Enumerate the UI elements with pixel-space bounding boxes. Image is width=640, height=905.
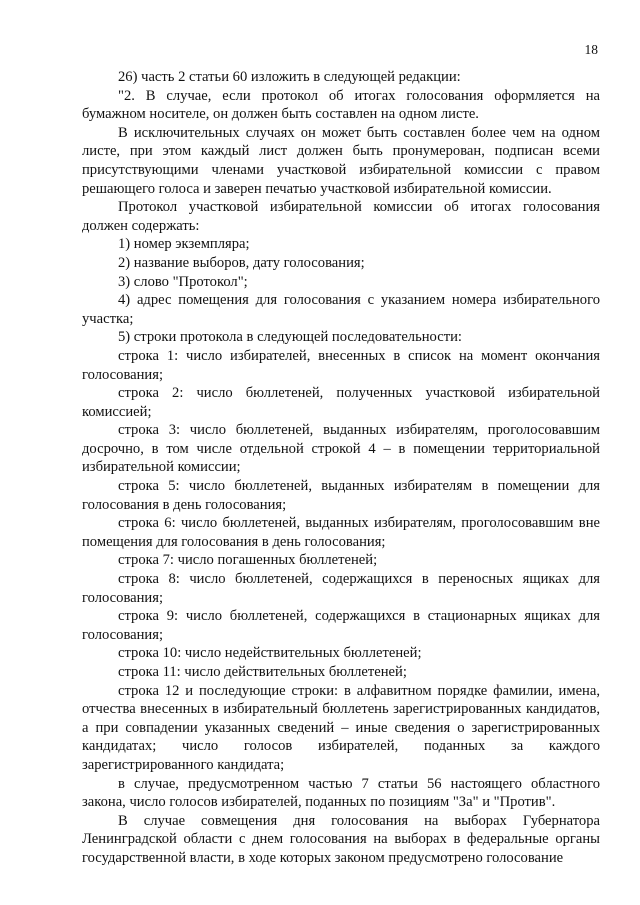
paragraph-exceptional-cases: В исключительных случаях он может быть составлен более чем на одном листе, при этом каждый лист должен быть пронумерован, подписан всеми присутствующими членами участковой избирательной комиссии с правом решающего голоса и заверен печатью участковой избирательной комиссии. [82, 124, 600, 197]
list-item-1: 1) номер экземпляра; [118, 236, 250, 253]
protocol-line-10: строка 10: число недействительных бюллетеней; [118, 645, 422, 662]
protocol-line-3: строка 3: число бюллетеней, выданных избирателям, проголосовавшим досрочно, в том числе отдельной строкой 4 – в помещении территориальной избирательной комиссии; [82, 422, 600, 476]
list-item-4: 4) адрес помещения для голосования с указанием номера избирательного участка; [82, 292, 600, 327]
protocol-line-7: строка 7: число погашенных бюллетеней; [118, 552, 378, 569]
paragraph-clause-2: "2. В случае, если протокол об итогах голосования оформляется на бумажном носителе, он должен быть составлен на одном листе. [82, 87, 600, 123]
protocol-line-12: строка 12 и последующие строки: в алфавитном порядке фамилии, имена, отчества внесенных в избирательный бюллетень зарегистрированных кандидатов, а при совпадении указанных сведений – иные сведения о зарегистрированных кандидатах; число голосов избирателей, поданных за каждого зарегистрированного кандидата; [82, 682, 600, 773]
paragraph-protocol-contents: Протокол участковой избирательной комиссии об итогах голосования должен содержать: [82, 199, 600, 234]
protocol-line-6: строка 6: число бюллетеней, выданных избирателям, проголосовавшим вне помещения для голосования в день голосования; [82, 515, 600, 550]
paragraph-amendment-26: 26) часть 2 статьи 60 изложить в следующей редакции: [118, 69, 461, 85]
protocol-line-11: строка 11: число действительных бюллетеней; [118, 664, 407, 680]
protocol-line-5: строка 5: число бюллетеней, выданных избирателям в помещении для голосования в день голосования; [82, 478, 600, 513]
document-body [82, 68, 600, 868]
page-number: 18 [584, 42, 598, 57]
protocol-line-8: строка 8: число бюллетеней, содержащихся в переносных ящиках для голосования; [82, 571, 600, 606]
protocol-line-9: строка 9: число бюллетеней, содержащихся в стационарных ящиках для голосования; [82, 608, 600, 643]
paragraph-article-56-case: в случае, предусмотренном частью 7 статьи 56 настоящего областного закона, число голосов избирателей, поданных по позициям "За" и "Против". [82, 775, 600, 811]
protocol-line-1: строка 1: число избирателей, внесенных в список на момент окончания голосования; [82, 347, 600, 383]
list-item-3: 3) слово "Протокол"; [118, 273, 248, 290]
paragraph-combined-elections: В случае совмещения дня голосования на выборах Губернатора Ленинградской области с днем голосования на выборах в федеральные органы государственной власти, в ходе которых законом предусмотрено голосование [82, 812, 600, 866]
list-item-2: 2) название выборов, дату голосования; [118, 254, 365, 271]
list-item-5: 5) строки протокола в следующей последовательности: [118, 329, 462, 346]
protocol-line-2: строка 2: число бюллетеней, полученных участковой избирательной комиссией; [82, 385, 600, 420]
